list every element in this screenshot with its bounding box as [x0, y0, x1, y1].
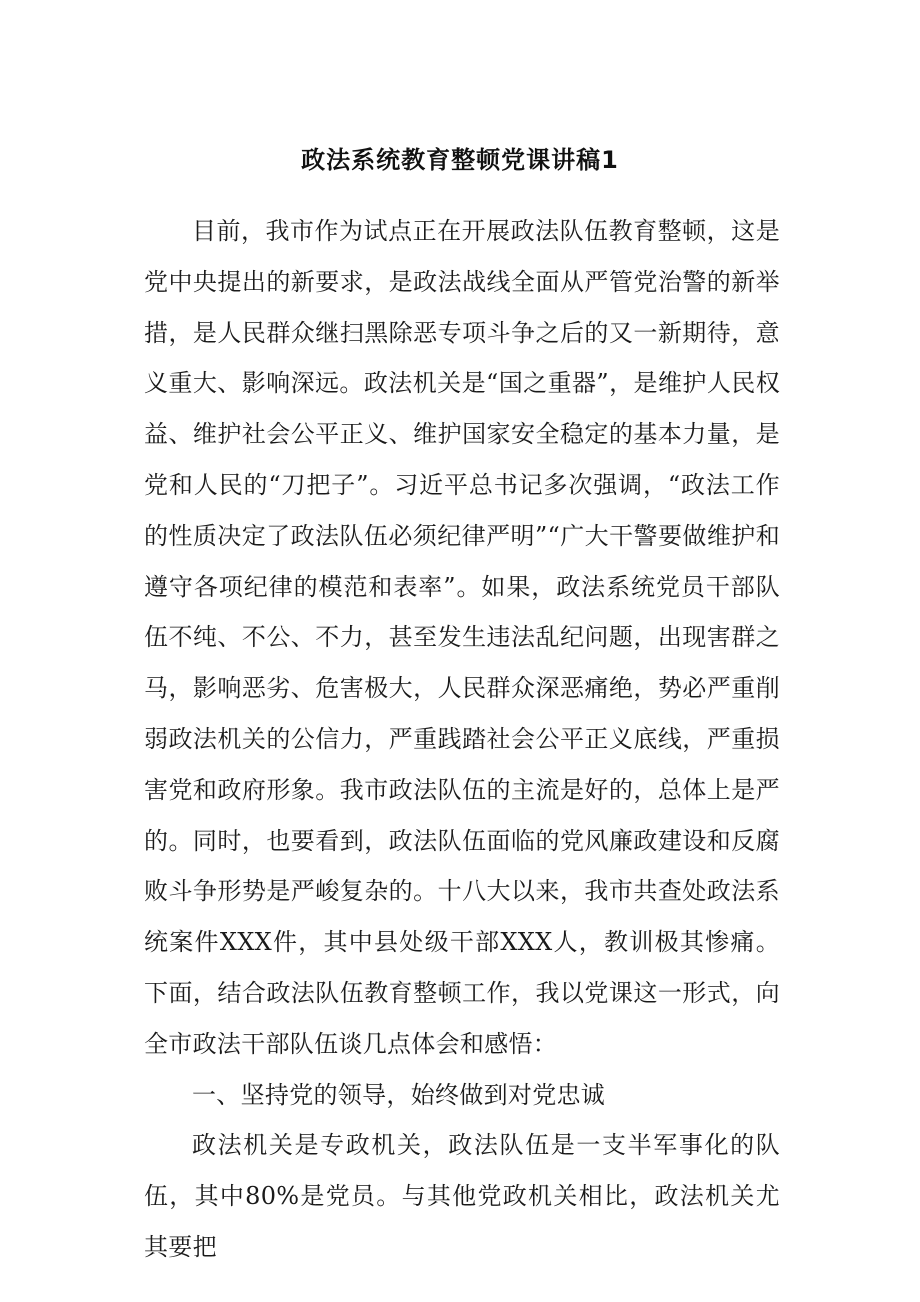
- document-title: 政法系统教育整顿党课讲稿1: [301, 146, 619, 174]
- section-heading-1: 一、坚持党的领导，始终做到对党忠诚: [192, 1080, 606, 1109]
- paragraph-intro: 目前，我市作为试点正在开展政法队伍教育整顿，这是党中央提出的新要求，是政法战线全面从严管党治警的新举措，是人民群众继扫黑除恶专项斗争之后的又一新期待，意义重大、影响深远。政法机关是“国之重器”，是维护人民权益、维护社会公平正义、维护国家安全稳定的基本力量，是党和人民的“刀把子”。习近平总书记多次强调，“政法工作的性质决定了政法队伍必须纪律严明”“广大干警要做维护和遵守各项纪律的模范和表率”。如果，政法系统党员干部队伍不纯、不公、不力，甚至发生违法乱纪问题，出现害群之马，影响恶劣、危害极大，人民群众深恶痛绝，势必严重削弱政法机关的公信力，严重践踏社会公平正义底线，严重损害党和政府形象。我市政法队伍的主流是好的，总体上是严的。同时，也要看到，政法队伍面临的党风廉政建设和反腐败斗争形势是严峻复杂的。十八大以来，我市共查处政法系统案件XXX件，其中县处级干部XXX人，教训极其惨痛。下面，结合政法队伍教育整顿工作，我以党课这一形式，向全市政法干部队伍谈几点体会和感悟：: [144, 217, 780, 1058]
- paragraph-section-1: 政法机关是专政机关，政法队伍是一支半军事化的队伍，其中80%是党员。与其他党政机关相比，政法机关尤其要把: [144, 1131, 780, 1261]
- document-body: [144, 206, 780, 1273]
